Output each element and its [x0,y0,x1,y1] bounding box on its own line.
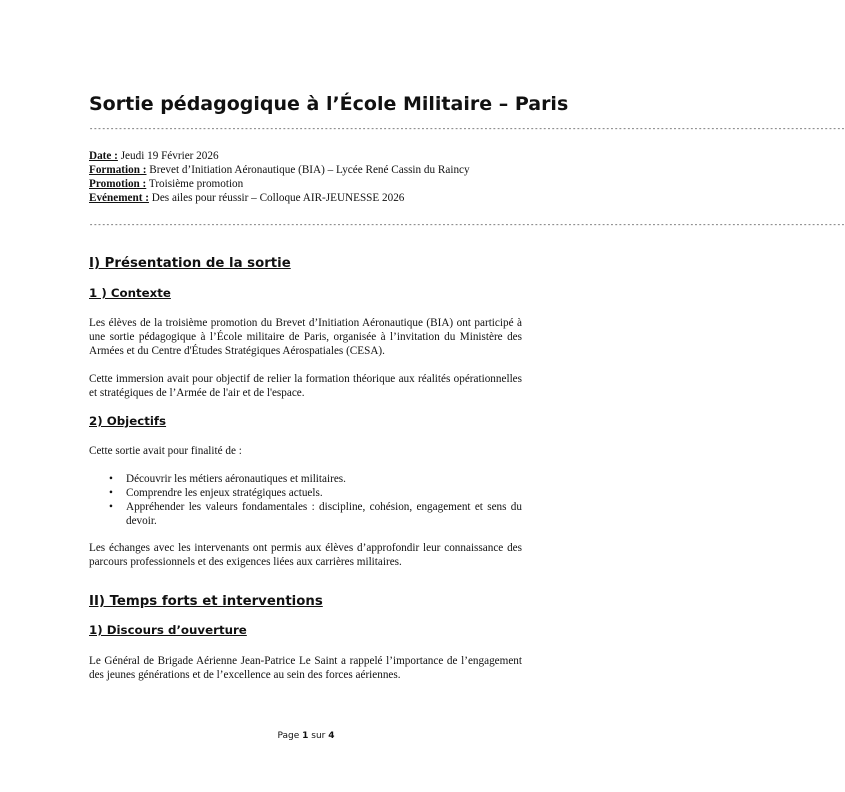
section1-heading: I) Présentation de la sortie [89,256,291,271]
contexte-paragraph-1: Les élèves de la troisième promotion du Brevet d’Initiation Aéronautique (BIA) ont participé à une sortie pédagogique à l’École militaire de Paris, organisée à l’invitation du Ministère des Armées et du Centre d'Études Stratégiques Aérospatiales (CESA). [89,317,522,357]
page-title: Sortie pédagogique à l’École Militaire – Paris [89,93,569,115]
list-item: • Appréhender les valeurs fondamentales : discipline, cohésion, engagement et sens du devoir. [109,501,522,527]
meta-date: Date : Jeudi 19 Février 2026 [89,150,219,162]
contexte-heading: 1 ) Contexte [89,286,171,300]
separator-line-bottom: ------------------------------------------------------------------------------------------------------------------------------------------------------------------------------------ [89,222,845,230]
discours-paragraph: Le Général de Brigade Aérienne Jean-Patrice Le Saint a rappelé l’importance de l’engagement des jeunes générations et de l’excellence au sein des forces aériennes. [89,655,522,681]
meta-block [89,149,470,205]
objectifs-heading: 2) Objectifs [89,414,167,428]
list-item: • Comprendre les enjeux stratégiques actuels. [109,487,323,499]
meta-evenement: Evénement : Des ailes pour réussir – Colloque AIR-JEUNESSE 2026 [89,192,405,204]
bullet-icon: • [109,501,113,513]
page-number: Page 1 sur 4 [277,731,335,741]
discours-heading: 1) Discours d’ouverture [89,623,247,637]
objectifs-intro: Cette sortie avait pour finalité de : [89,445,242,457]
list-item: • Découvrir les métiers aéronautiques et militaires. [109,473,346,485]
section2-heading: II) Temps forts et interventions [89,594,323,609]
separator-line-top: ------------------------------------------------------------------------------------------------------------------------------------------------------------------------------------ [89,126,845,134]
bullet-icon: • [109,487,113,499]
meta-promotion: Promotion : Troisième promotion [89,178,244,190]
meta-formation: Formation : Brevet d’Initiation Aéronautique (BIA) – Lycée René Cassin du Raincy [89,164,470,176]
objectifs-list [89,472,522,528]
bullet-icon: • [109,473,113,485]
objectifs-paragraph: Les échanges avec les intervenants ont permis aux élèves d’approfondir leur connaissance des parcours professionnels et des exigences liées aux carrières militaires. [89,542,522,568]
contexte-paragraph-2: Cette immersion avait pour objectif de relier la formation théorique aux réalités opérationnelles et stratégiques de l’Armée de l'air et de l'espace. [89,373,522,399]
